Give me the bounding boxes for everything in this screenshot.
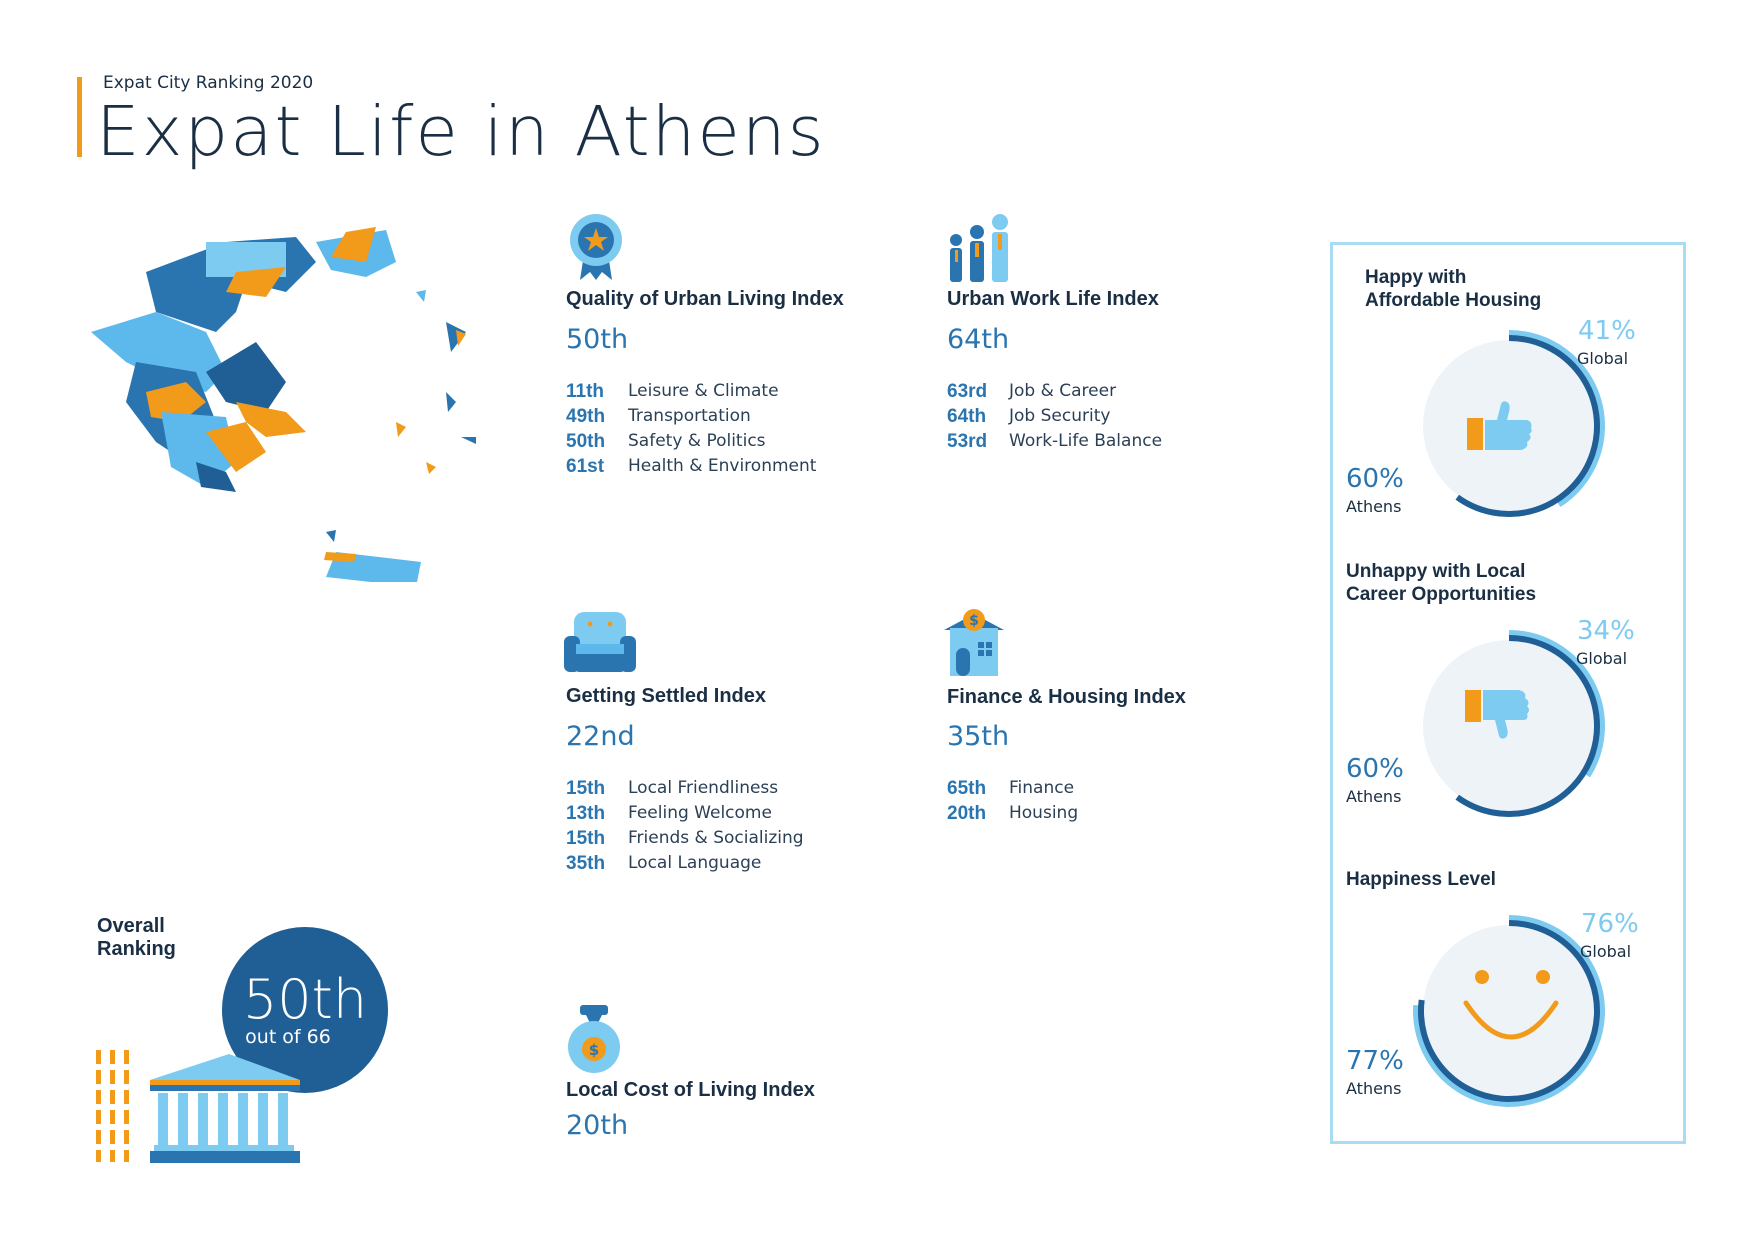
sub-label: Housing [1009, 803, 1079, 823]
cost-of-living-rank: 20th [566, 1110, 629, 1141]
list-item [566, 776, 804, 801]
parthenon-icon [94, 1050, 304, 1164]
greece-map-illustration [86, 222, 476, 582]
sub-rank: 64th [947, 406, 987, 427]
list-item [947, 801, 1078, 826]
getting-settled-title: Getting Settled Index [566, 685, 767, 707]
sub-rank: 35th [566, 853, 606, 874]
sub-rank: 15th [566, 778, 606, 799]
sub-rank: 53rd [947, 431, 988, 452]
list-item [947, 776, 1078, 801]
sub-label: Leisure & Climate [628, 381, 779, 401]
sub-label: Transportation [628, 406, 751, 426]
sub-label: Friends & Socializing [628, 828, 804, 848]
urban-work-life-title: Urban Work Life Index [947, 288, 1159, 310]
happiness-athens-pct: 77% [1346, 1046, 1404, 1076]
housing-athens-pct: 60% [1346, 464, 1404, 494]
happiness-athens-label: Athens [1346, 1079, 1402, 1098]
sub-rank: 20th [947, 803, 987, 824]
list-item [566, 429, 816, 454]
housing-athens-label: Athens [1346, 497, 1402, 516]
list-item [566, 379, 816, 404]
list-item [947, 404, 1162, 429]
sub-label: Work-Life Balance [1009, 431, 1163, 451]
overall-label-line2: Ranking [97, 938, 176, 960]
sub-rank: 61st [566, 456, 605, 477]
happiness-level-title [1346, 868, 1496, 891]
svg-text:$: $ [969, 613, 979, 629]
page-title: Expat Life in Athens [96, 92, 826, 172]
getting-settled-breakdown [566, 776, 804, 876]
quality-urban-living-breakdown [566, 379, 816, 479]
title-line: Career Opportunities [1346, 584, 1537, 605]
career-athens-pct: 60% [1346, 754, 1404, 784]
overall-rank-out-of: out of 66 [245, 1026, 331, 1048]
title-line: Unhappy with Local [1346, 561, 1526, 582]
cost-of-living-title: Local Cost of Living Index [566, 1079, 815, 1101]
list-item [947, 429, 1162, 454]
title-line: Happy with [1365, 267, 1467, 288]
finance-housing-breakdown [947, 776, 1078, 826]
career-global-pct: 34% [1577, 616, 1635, 646]
career-satisfaction-title [1346, 560, 1536, 606]
sub-rank: 63rd [947, 381, 988, 402]
happiness-global-pct: 76% [1581, 909, 1639, 939]
overall-label-line1: Overall [97, 915, 165, 937]
sub-label: Job Security [1009, 406, 1111, 426]
overall-ranking-label [97, 915, 176, 961]
getting-settled-rank: 22nd [566, 721, 635, 752]
housing-satisfaction-title [1365, 266, 1541, 312]
finance-housing-title: Finance & Housing Index [947, 686, 1186, 708]
finance-housing-rank: 35th [947, 721, 1010, 752]
career-athens-label: Athens [1346, 787, 1402, 806]
sub-label: Local Language [628, 853, 762, 873]
sub-label: Health & Environment [628, 456, 817, 476]
urban-work-life-breakdown [947, 379, 1162, 454]
workers-group-icon [946, 214, 1016, 282]
money-bag-icon [564, 1003, 624, 1073]
list-item [566, 851, 804, 876]
list-item [947, 379, 1162, 404]
sub-label: Safety & Politics [628, 431, 766, 451]
happiness-global-label: Global [1580, 942, 1632, 961]
sub-rank: 15th [566, 828, 606, 849]
award-rosette-icon [566, 212, 626, 282]
list-item [566, 826, 804, 851]
svg-text:$: $ [588, 1041, 600, 1059]
sub-label: Local Friendliness [628, 778, 779, 798]
list-item [566, 801, 804, 826]
sub-rank: 11th [566, 381, 605, 402]
sub-label: Finance [1009, 778, 1075, 798]
title-accent-bar [77, 77, 82, 157]
list-item [566, 404, 816, 429]
sub-rank: 65th [947, 778, 987, 799]
quality-urban-living-rank: 50th [566, 324, 629, 355]
urban-work-life-rank: 64th [947, 324, 1010, 355]
sub-label: Job & Career [1009, 381, 1117, 401]
sub-label: Feeling Welcome [628, 803, 772, 823]
house-money-icon [942, 608, 1006, 678]
overall-rank-value: 50th [242, 968, 368, 1031]
armchair-icon [562, 610, 638, 676]
sub-rank: 49th [566, 406, 606, 427]
happiness-donut-gauge [1409, 911, 1609, 1111]
housing-global-label: Global [1577, 349, 1629, 368]
sub-rank: 50th [566, 431, 606, 452]
career-global-label: Global [1576, 649, 1628, 668]
sub-rank: 13th [566, 803, 606, 824]
housing-global-pct: 41% [1578, 316, 1636, 346]
report-subtitle: Expat City Ranking 2020 [103, 73, 314, 93]
title-line: Happiness Level [1346, 869, 1496, 890]
quality-urban-living-title: Quality of Urban Living Index [566, 288, 844, 310]
list-item [566, 454, 816, 479]
title-line: Affordable Housing [1365, 290, 1542, 311]
